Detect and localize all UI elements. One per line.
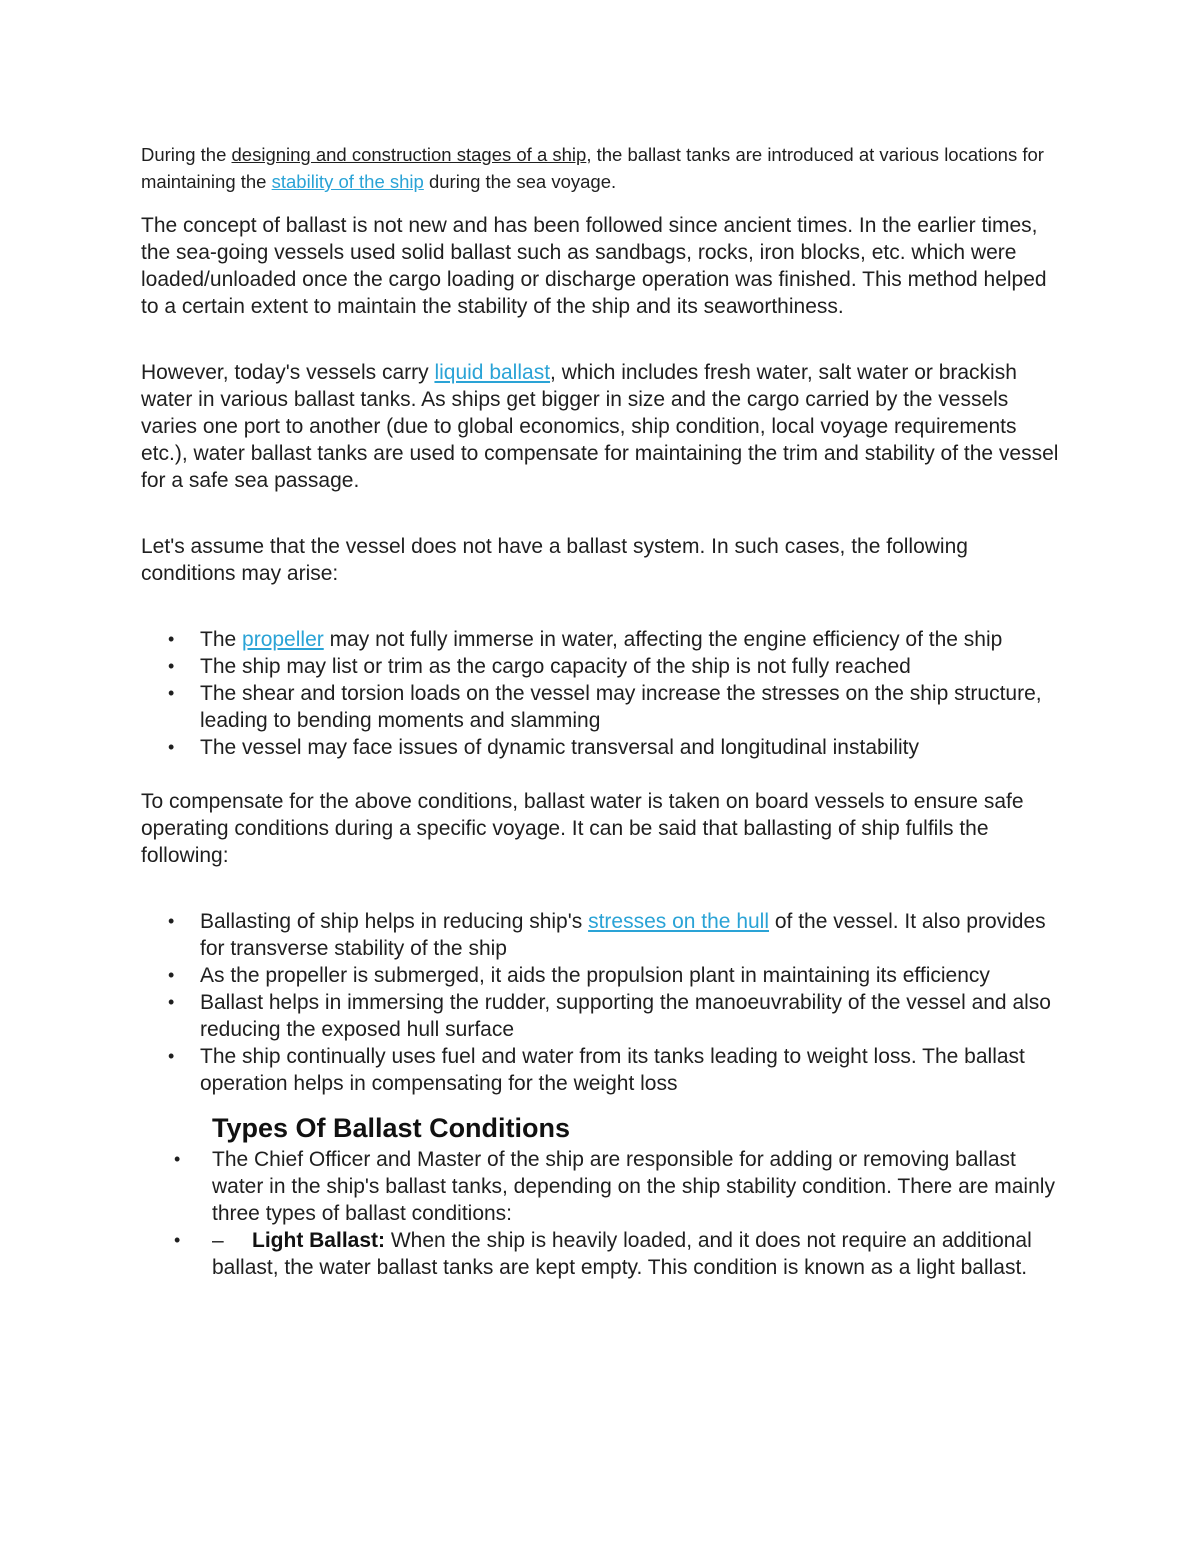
assume-paragraph: Let's assume that the vessel does not have a ballast system. In such cases, the following conditions may arise: xyxy=(141,535,968,585)
bullet-icon: • xyxy=(168,965,175,985)
list-item: • The vessel may face issues of dynamic transversal and longitudinal instability xyxy=(168,736,920,759)
list-item: • Ballasting of ship helps in reducing ship's stresses on the hull of the vessel. It also provides for transverse stability of the ship xyxy=(168,910,1046,960)
bullet-icon: • xyxy=(168,683,175,703)
compensate-paragraph: To compensate for the above conditions, ballast water is taken on board vessels to ensure safe operating conditions during a specific voyage. It can be said that ballasting of ship fulfils the following: xyxy=(141,790,1024,867)
bullet-icon: • xyxy=(174,1230,181,1250)
bullet-icon: • xyxy=(168,737,175,757)
fulfils-list xyxy=(141,908,1061,1097)
list-item: • – Light Ballast: When the ship is heavily loaded, and it does not require an additional ballast, the water ballast tanks are kept empty. This condition is known as a light ballast. xyxy=(174,1229,1032,1279)
list-item: • Ballast helps in immersing the rudder, supporting the manoeuvrability of the vessel and also reducing the exposed hull surface xyxy=(168,991,1051,1041)
section-heading: Types Of Ballast Conditions xyxy=(212,1113,571,1143)
light-ballast-term: Light Ballast: xyxy=(252,1229,386,1252)
stability-of-ship-link[interactable]: stability of the ship xyxy=(271,171,424,192)
designing-construction-link[interactable]: designing and construction stages of a ship xyxy=(231,144,587,165)
dash: – xyxy=(212,1229,224,1252)
bullet-icon: • xyxy=(168,992,175,1012)
list-item: • The shear and torsion loads on the vessel may increase the stresses on the ship structure, leading to bending moments and slamming xyxy=(168,682,1042,732)
propeller-link[interactable]: propeller xyxy=(242,628,324,651)
intro-text-2: , the ballast tanks are introduced at various locations for maintaining the xyxy=(141,144,1044,192)
list-item: • The ship may list or trim as the cargo capacity of the ship is not fully reached xyxy=(168,655,911,678)
however-text-2: , which includes fresh water, salt water or brackish water in various ballast tanks. As ships get bigger in size and the cargo carried by the vessels varies one port to another (due to global economics, ship condition, local voyage requirements etc.), water ballast tanks are used to compensate for maintaining the trim and stability of the vessel for a safe sea passage. xyxy=(141,361,1059,492)
intro-text-3: during the sea voyage. xyxy=(423,171,617,192)
list-item: • The ship continually uses fuel and water from its tanks leading to weight loss. The ballast operation helps in compensating for the weight loss xyxy=(168,1045,1025,1095)
document-page xyxy=(141,141,1061,1281)
intro-paragraph xyxy=(141,141,1061,195)
stresses-on-hull-link[interactable]: stresses on the hull xyxy=(588,910,770,933)
bullet-icon: • xyxy=(168,1046,175,1066)
bullet-icon: • xyxy=(168,629,175,649)
however-paragraph xyxy=(141,359,1061,494)
list-item: • The propeller may not fully immerse in water, affecting the engine efficiency of the ship xyxy=(168,628,1003,651)
intro-text-1: During the xyxy=(141,144,232,165)
bullet-icon: • xyxy=(174,1149,181,1169)
concept-paragraph: The concept of ballast is not new and has been followed since ancient times. In the earlier times, the sea-going vessels used solid ballast such as sandbags, rocks, iron blocks, etc. which were loaded/unloaded once the cargo loading or discharge operation was finished. This method helped to a certain extent to maintain the stability of the ship and its seaworthiness. xyxy=(141,214,1047,318)
conditions-list xyxy=(141,626,1061,761)
bullet-icon: • xyxy=(168,911,175,931)
bullet-icon: • xyxy=(168,656,175,676)
ballast-types-list xyxy=(141,1146,1061,1281)
liquid-ballast-link[interactable]: liquid ballast xyxy=(434,361,551,384)
list-item: • The Chief Officer and Master of the ship are responsible for adding or removing ballast water in the ship's ballast tanks, depending on the ship stability condition. There are mainly three types of ballast conditions: xyxy=(174,1148,1055,1225)
however-text-1: However, today's vessels carry xyxy=(141,361,435,384)
list-item: • As the propeller is submerged, it aids the propulsion plant in maintaining its efficiency xyxy=(168,964,990,987)
